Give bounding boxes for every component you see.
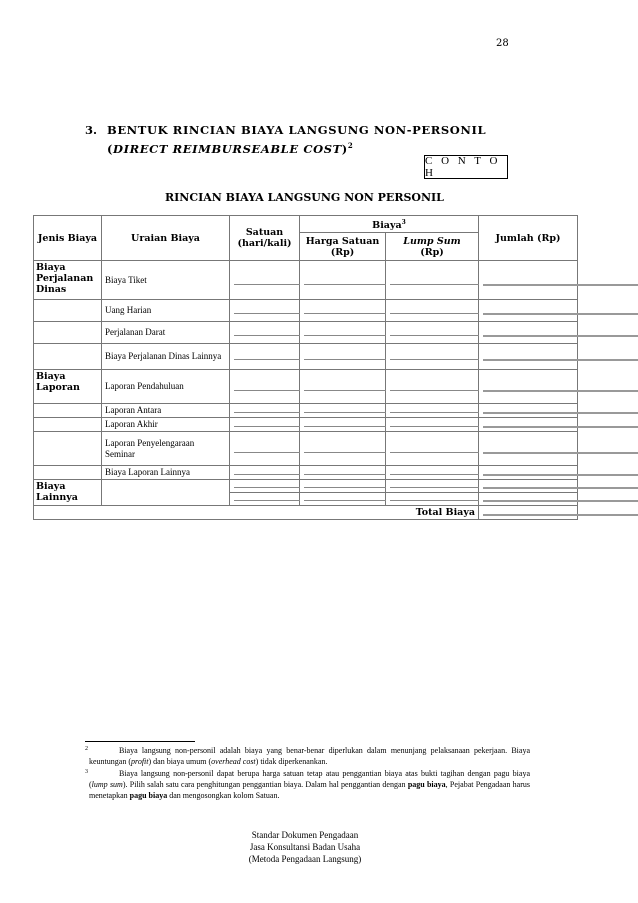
item-label: Biaya Tiket [102, 261, 230, 300]
table-row [34, 322, 578, 344]
header-lump-sum: Lump Sum (Rp) [386, 233, 479, 261]
table-row [34, 370, 578, 404]
section-title: BENTUK RINCIAN BIAYA LANGSUNG NON-PERSONIL (DIRECT REIMBURSEABLE COST)$^2$ [107, 123, 487, 156]
item-label: Biaya Laporan Lainnya [102, 466, 230, 480]
contoh-box: C O N T O H [424, 155, 508, 179]
table-title: RINCIAN BIAYA LANGSUNG NON PERSONIL [165, 191, 444, 204]
header-jenis: Jenis Biaya [34, 216, 102, 261]
item-label: Laporan Antara [102, 404, 230, 418]
cost-table [33, 215, 578, 520]
table-row [34, 466, 578, 480]
item-label: Perjalanan Darat [102, 322, 230, 344]
table-row [34, 418, 578, 432]
header-row [34, 216, 578, 233]
footnote-3: 3 Biaya langsung non-personil dapat berupa harga satuan tetap atau penggantian biaya atas bukti tagihan dengan pagu biaya (lump sum). Pilih salah satu cara penghitungan penggantian biaya. Dalam hal penggantian dengan pagu biaya, Pejabat Pengadaan harus menetapkan pagu biaya dan mengosongkan kolom Satuan. [85, 769, 531, 800]
section-number: 3. [85, 123, 98, 137]
item-label: Laporan Pendahuluan [102, 370, 230, 404]
item-label: Laporan Penyelengaraan Seminar [102, 432, 230, 466]
item-label: Laporan Akhir [102, 418, 230, 432]
total-value [479, 506, 578, 520]
header-satuan: Satuan (hari/kali) [230, 216, 300, 261]
table-row [34, 344, 578, 370]
category-lainnya: Biaya Lainnya [34, 480, 102, 506]
document-footer: Standar Dokumen Pengadaan Jasa Konsultansi Badan Usaha (Metoda Pengadaan Langsung) [248, 830, 362, 864]
header-biaya: Biaya$^3$ [300, 216, 479, 233]
header-harga-satuan: Harga Satuan (Rp) [300, 233, 386, 261]
table-row [34, 432, 578, 466]
header-jumlah: Jumlah (Rp) [479, 216, 578, 261]
header-uraian: Uraian Biaya [102, 216, 230, 261]
table-row [34, 300, 578, 322]
footnote-separator [85, 741, 195, 742]
category-laporan: Biaya Laporan [34, 370, 102, 404]
category-perjalanan: Biaya Perjalanan Dinas [34, 261, 102, 300]
table-row [34, 480, 578, 493]
footnote-2: 2 Biaya langsung non-personil adalah biaya yang benar-benar diperlukan dalam menunjang pelaksanaan pekerjaan. Biaya keuntungan (profit) dan biaya umum (overhead cost) tidak diperkenankan. [85, 746, 530, 766]
page-number: 28 [496, 38, 509, 49]
item-label: Biaya Perjalanan Dinas Lainnya [102, 344, 230, 370]
table-row [34, 261, 578, 300]
total-row [34, 506, 578, 520]
item-label: Uang Harian [102, 300, 230, 322]
total-label: Total Biaya [34, 506, 479, 520]
table-row [34, 404, 578, 418]
footnote-ref-2: 2 [347, 141, 354, 150]
